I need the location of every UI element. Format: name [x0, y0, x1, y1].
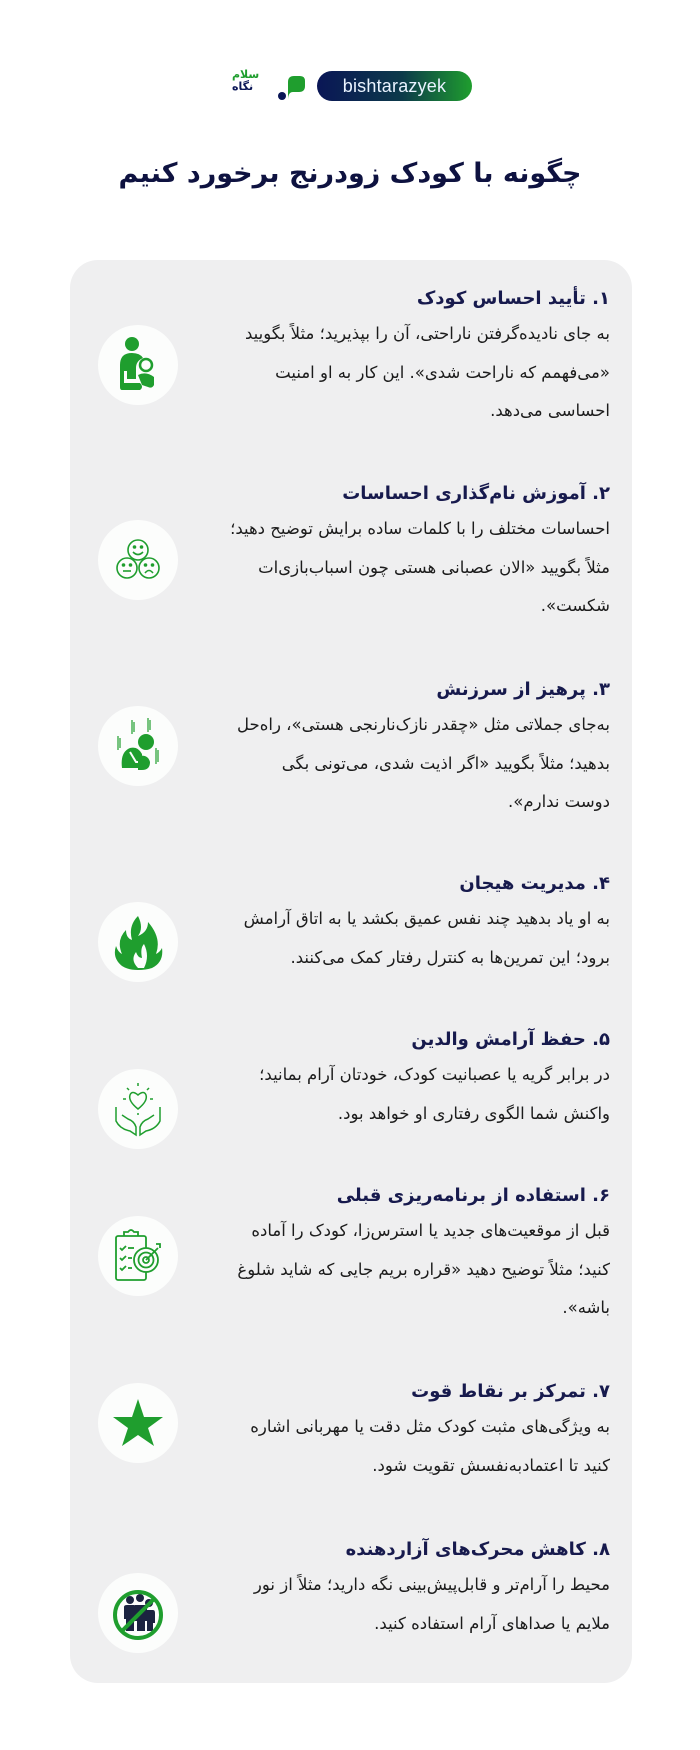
tip-body: به جای نادیده‌گرفتن ناراحتی، آن را بپذیرید؛ مثلاً بگویید «می‌فهمم که ناراحت شدی». این کار به او امنیت احساسی می‌دهد. — [244, 324, 610, 420]
icon-badge — [98, 706, 178, 786]
tip-heading: ۸. کاهش محرک‌های آزاردهنده — [345, 1539, 610, 1560]
page-title: چگونه با کودک زودرنج برخورد کنیم — [118, 158, 582, 189]
tip-heading: ۵. حفظ آرامش والدین — [411, 1029, 610, 1050]
tip-body: در برابر گریه یا عصبانیت کودک، خودتان آرام بمانید؛ واکنش شما الگوی رفتاری او خواهد بود. — [259, 1065, 610, 1123]
tip-body: محیط را آرام‌تر و قابل‌پیش‌بینی نگه دارید؛ مثلاً از نور ملایم یا صداهای آرام استفاده کنید. — [253, 1575, 610, 1633]
tip-body: به او یاد بدهید چند نفس عمیق بکشد یا به اتاق آرامش برود؛ این تمرین‌ها به کنترل رفتار کمک می‌کنند. — [243, 909, 610, 967]
icon-badge — [98, 1216, 178, 1296]
icon-badge — [98, 1383, 178, 1463]
clipboard-target-icon — [108, 1226, 168, 1286]
brand-header — [0, 70, 700, 102]
icon-badge — [98, 1069, 178, 1149]
icon-badge — [98, 325, 178, 405]
bishtarazyek-badge: bishtarazyek — [317, 71, 472, 101]
tip-heading: ۶. استفاده از برنامه‌ریزی قبلی — [336, 1185, 610, 1206]
no-crowd-icon — [108, 1583, 168, 1643]
icon-badge — [98, 902, 178, 982]
parent-holding-child-icon — [108, 335, 168, 395]
leaf-logo-icon — [277, 72, 307, 102]
icon-badge — [98, 520, 178, 600]
tip-heading: ۱. تأیید احساس کودک — [416, 288, 610, 309]
logo-text-top: سلام — [232, 68, 260, 81]
tips-card — [70, 260, 632, 1683]
icon-badge — [98, 1573, 178, 1653]
tip-heading: ۲. آموزش نام‌گذاری احساسات — [342, 483, 610, 504]
tip-body: به ویژگی‌های مثبت کودک مثل دقت یا مهربانی اشاره کنید تا اعتمادبه‌نفسش تقویت شود. — [250, 1417, 610, 1475]
tip-heading: ۴. مدیریت هیجان — [459, 873, 610, 894]
tip-body: قبل از موقعیت‌های جدید یا استرس‌زا، کودک را آماده کنید؛ مثلاً توضیح دهید «قراره بریم جایی که شاید شلوغ باشه». — [237, 1221, 610, 1317]
flame-icon — [108, 912, 168, 972]
hands-heart-icon — [108, 1079, 168, 1139]
tip-heading: ۷. تمرکز بر نقاط قوت — [411, 1381, 610, 1402]
tip-body: به‌جای جملاتی مثل «چقدر نازک‌نارنجی هستی»، راه‌حل بدهید؛ مثلاً بگویید «اگر اذیت شدی، می‌تونی بگی دوست ندارم». — [237, 715, 610, 811]
logo-text-bottom: نگاه — [232, 80, 254, 93]
salam-negah-logo — [232, 70, 307, 102]
tip-body: احساسات مختلف را با کلمات ساده برایش توضیح دهید؛ مثلاً بگویید «الان عصبانی هستی چون اسباب‌بازی‌ات شکست». — [230, 519, 610, 615]
emotion-faces-icon — [108, 530, 168, 590]
sad-crouching-child-icon — [108, 716, 168, 776]
tip-heading: ۳. پرهیز از سرزنش — [436, 679, 610, 700]
star-icon — [108, 1393, 168, 1453]
